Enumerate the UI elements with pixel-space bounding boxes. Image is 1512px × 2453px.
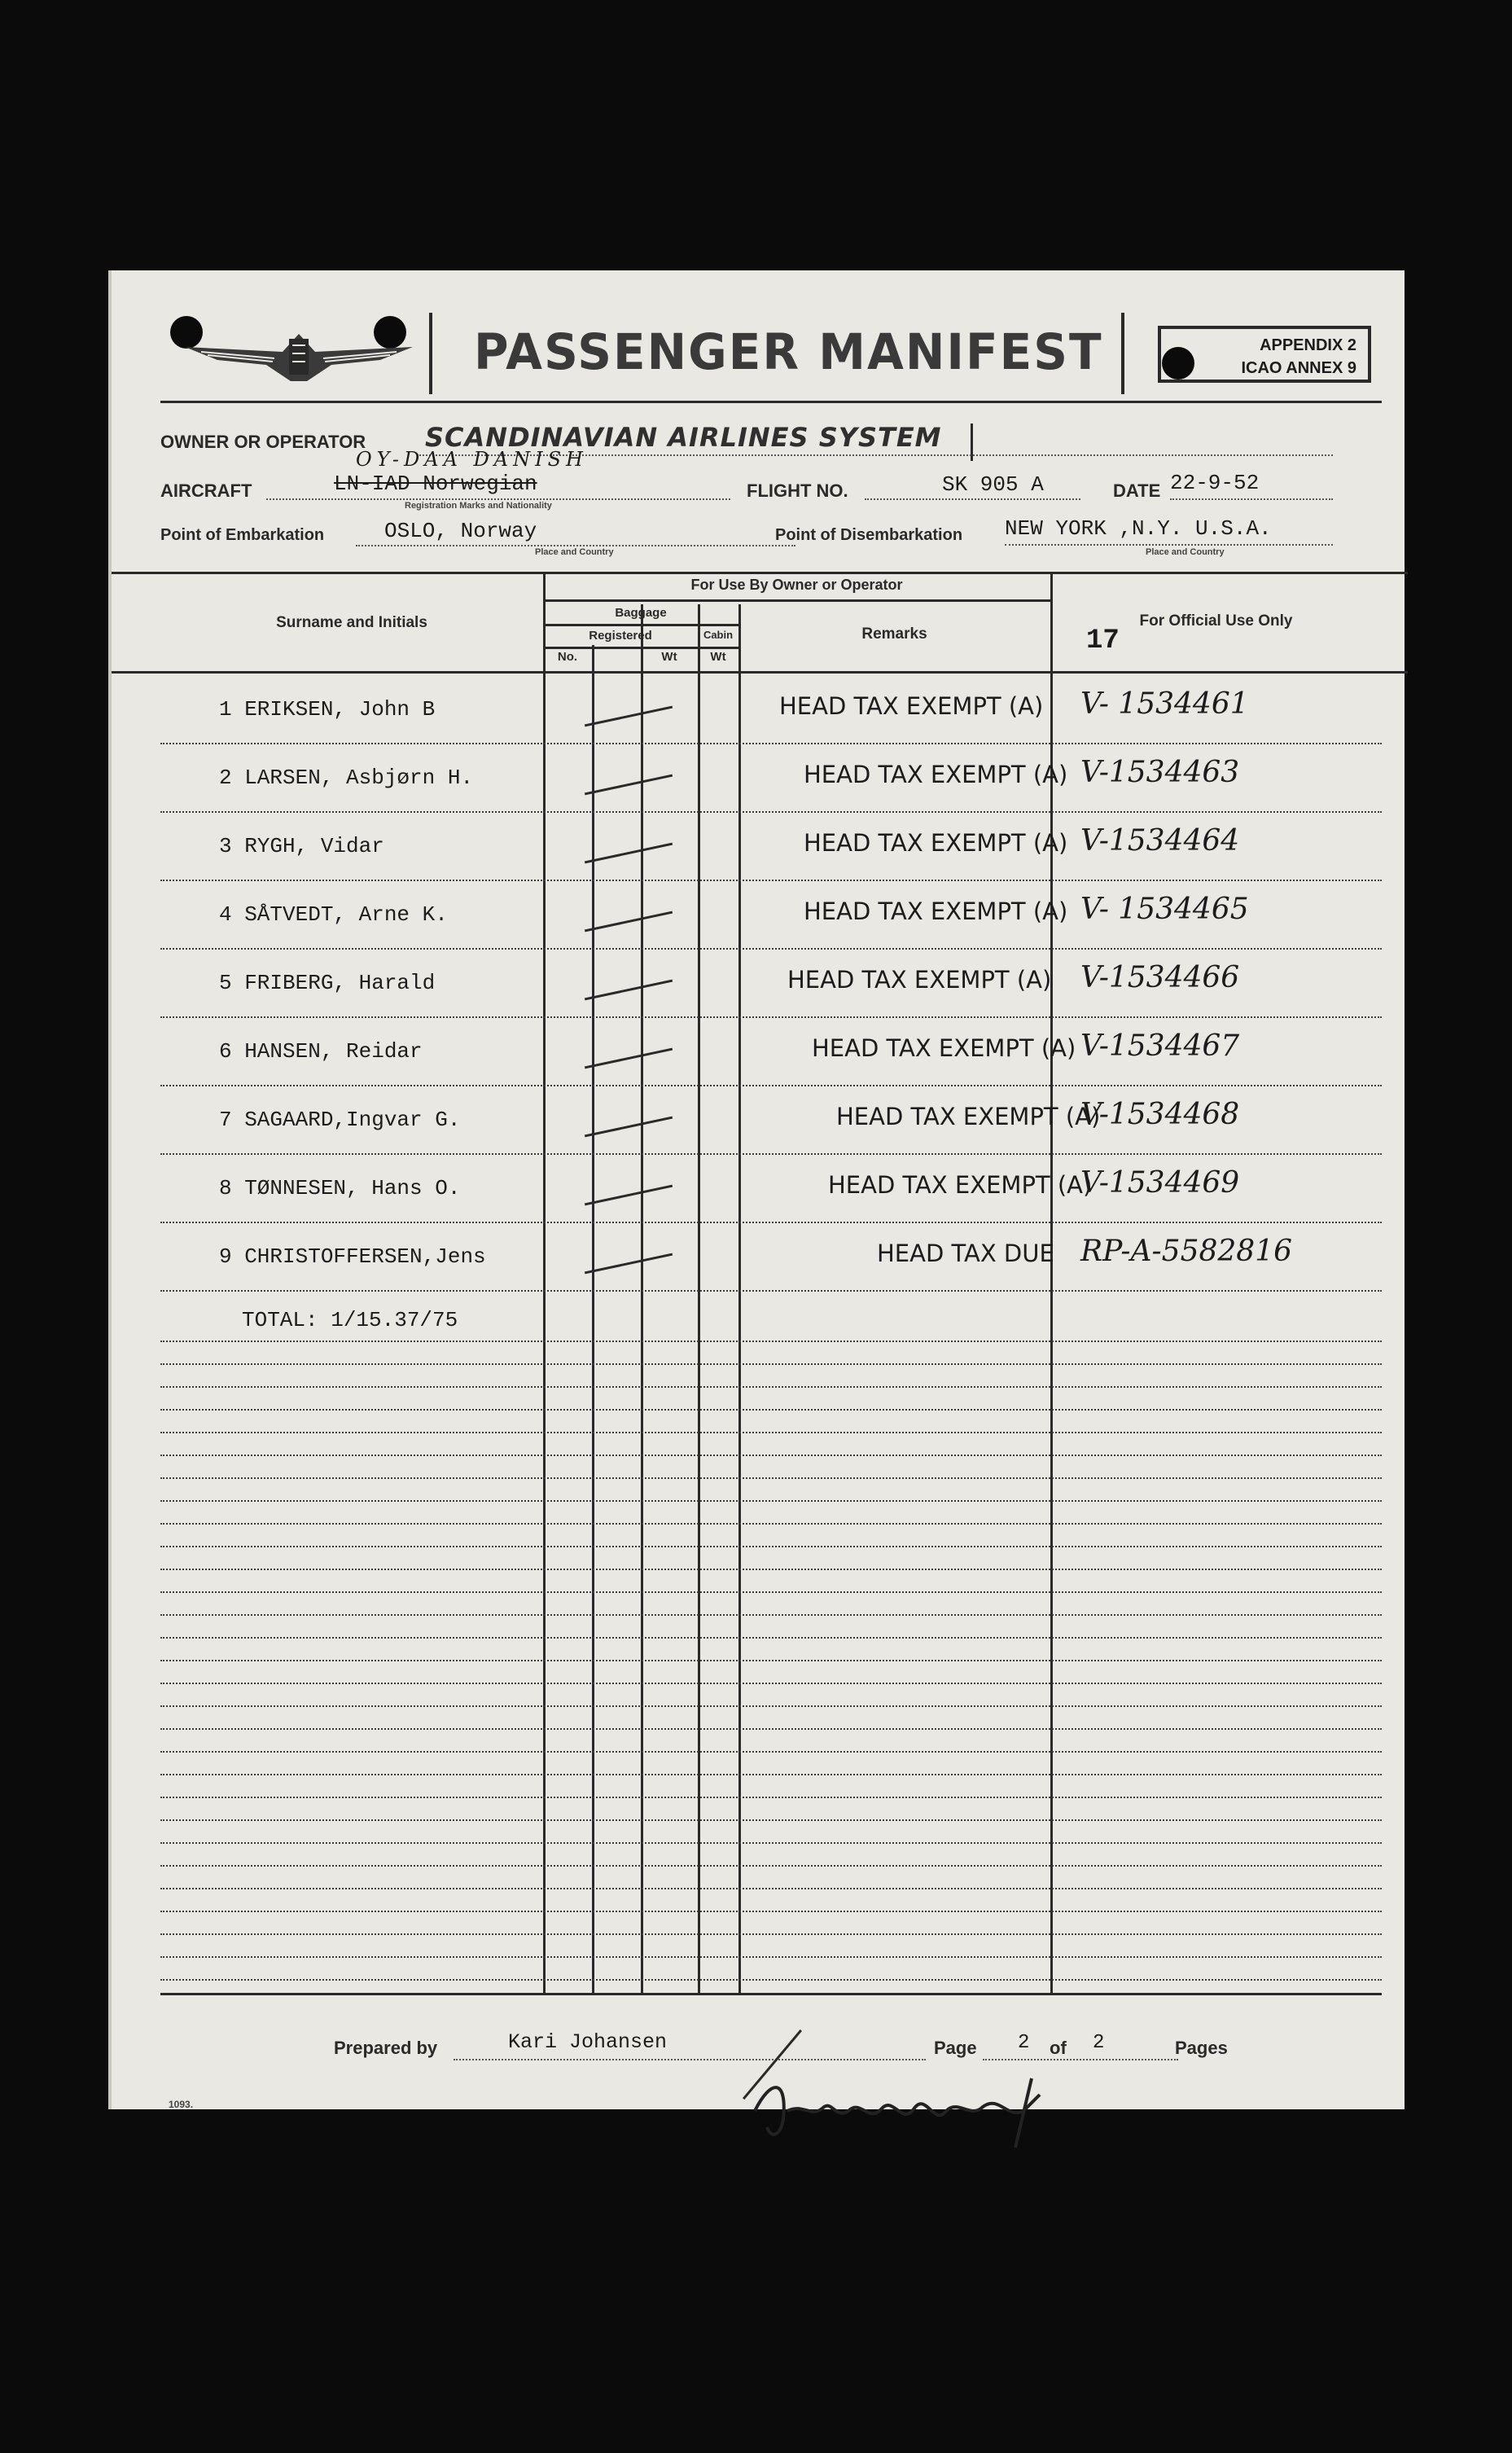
header-surname: Surname and Initials (276, 614, 427, 631)
baggage-rule (543, 624, 738, 626)
row-rule (160, 1911, 1382, 1912)
row-rule (160, 743, 1382, 744)
row-rule (160, 1523, 1382, 1525)
prepared-label: Prepared by (334, 2038, 438, 2058)
aircraft-dotted-line (266, 498, 730, 500)
registered-rule (543, 647, 738, 649)
pages-label: Pages (1175, 2038, 1228, 2058)
row-rule (160, 1819, 1382, 1821)
baggage-check-mark (585, 706, 673, 727)
row-rule (160, 1979, 1382, 1981)
row-rule (160, 1933, 1382, 1935)
passenger-remark: HEAD TAX EXEMPT (A) (828, 1171, 1093, 1199)
embark-value: OSLO, Norway (384, 519, 537, 543)
passenger-name: 1 ERIKSEN, John B (219, 697, 436, 722)
form-number: 1093. (169, 2099, 194, 2110)
header-no: No. (557, 650, 578, 664)
signature-handwritten (738, 2062, 1080, 2152)
date-value: 22-9-52 (1170, 471, 1260, 495)
row-rule (160, 1751, 1382, 1753)
disembark-label: Point of Disembarkation (775, 526, 963, 544)
passenger-name: 7 SAGAARD,Ingvar G. (219, 1108, 461, 1132)
row-rule (160, 1797, 1382, 1798)
header-baggage: Baggage (615, 606, 667, 620)
passenger-visa-number: V-1534469 (1080, 1166, 1240, 1200)
footer (112, 2005, 1408, 2110)
owner-use-rule (543, 599, 1050, 602)
footer-top-rule (160, 1993, 1382, 1995)
passenger-visa-number: V- 1534461 (1080, 687, 1249, 721)
passenger-name: 3 RYGH, Vidar (219, 834, 384, 858)
row-rule (160, 1705, 1382, 1707)
header-official: For Official Use Only (1139, 612, 1293, 630)
appendix-line1: APPENDIX 2 (1260, 336, 1356, 354)
row-rule (160, 1956, 1382, 1958)
baggage-check-mark (585, 775, 673, 796)
prepared-dotted-line (454, 2059, 926, 2060)
header-cabin: Cabin (703, 629, 734, 641)
page-value: 2 (1018, 2032, 1030, 2054)
row-rule (160, 1774, 1382, 1775)
baggage-check-mark (585, 1048, 673, 1069)
passenger-name: 4 SÅTVEDT, Arne K. (219, 902, 448, 927)
of-value: 2 (1093, 2032, 1105, 2054)
owner-label: OWNER OR OPERATOR (160, 432, 366, 452)
passenger-remark: HEAD TAX EXEMPT (A) (804, 897, 1068, 925)
row-rule (160, 1290, 1382, 1292)
disembark-value: NEW YORK ,N.Y. U.S.A. (1005, 516, 1272, 541)
baggage-check-mark (585, 1117, 673, 1138)
header-registered: Registered (589, 629, 652, 643)
passenger-name: 9 CHRISTOFFERSEN,Jens (219, 1244, 486, 1269)
airline-wings-logo-icon (169, 327, 429, 388)
row-rule (160, 1865, 1382, 1867)
passenger-visa-number: V-1534467 (1080, 1029, 1240, 1063)
of-label: of (1050, 2038, 1067, 2058)
row-rule (160, 1477, 1382, 1479)
passenger-remark: HEAD TAX EXEMPT (A) (836, 1103, 1101, 1130)
aircraft-value: LN-IAD Norwegian (334, 472, 537, 496)
row-rule (160, 1386, 1382, 1388)
row-rule (160, 1432, 1382, 1433)
row-rule (160, 1222, 1382, 1223)
row-rule (160, 1842, 1382, 1844)
table-header-rule (112, 671, 1408, 674)
passenger-visa-number: V- 1534465 (1080, 893, 1249, 926)
row-rule (160, 880, 1382, 881)
official-number: 17 (1086, 625, 1120, 656)
date-dotted-line (1170, 498, 1333, 500)
appendix-line2: ICAO ANNEX 9 (1241, 359, 1356, 377)
embark-label: Point of Embarkation (160, 526, 325, 544)
row-rule (160, 948, 1382, 950)
flight-value: SK 905 A (942, 472, 1044, 497)
total-line: TOTAL: 1/15.37/75 (242, 1308, 458, 1332)
prepared-value: Kari Johansen (508, 2030, 668, 2054)
row-rule (160, 1569, 1382, 1570)
punch-hole-right (1162, 347, 1194, 380)
table-top-rule (112, 572, 1408, 574)
passenger-visa-number: V-1534466 (1080, 961, 1240, 994)
row-rule (160, 1660, 1382, 1661)
page-label: Page (934, 2038, 977, 2058)
header-cabin-wt: Wt (710, 650, 726, 664)
row-rule (160, 1455, 1382, 1456)
baggage-check-mark (585, 911, 673, 932)
row-rule (160, 1500, 1382, 1502)
passenger-remark: HEAD TAX EXEMPT (A) (779, 692, 1044, 720)
document-title: PASSENGER MANIFEST (474, 323, 1103, 381)
col-rule-registered-no (592, 645, 594, 1993)
date-label: DATE (1113, 481, 1161, 501)
flight-label: FLIGHT NO. (747, 481, 848, 501)
passenger-table (160, 572, 1382, 1993)
passenger-visa-number: V-1534468 (1080, 1098, 1240, 1131)
disembark-dotted-line (1005, 544, 1333, 546)
row-rule (160, 1085, 1382, 1086)
embark-dotted-line (356, 545, 795, 546)
row-rule (160, 811, 1382, 813)
row-rule (160, 1341, 1382, 1342)
passenger-name: 8 TØNNESEN, Hans O. (219, 1176, 461, 1200)
row-rule (160, 1637, 1382, 1639)
aircraft-handwritten: OY-DAA DANISH (356, 448, 588, 471)
baggage-check-mark (585, 980, 673, 1001)
row-rule (160, 1591, 1382, 1593)
row-rule (160, 1614, 1382, 1616)
row-rule (160, 1888, 1382, 1889)
page-dotted-line (983, 2059, 1178, 2060)
baggage-check-mark (585, 843, 673, 864)
passenger-remark: HEAD TAX EXEMPT (A) (804, 761, 1068, 788)
header-wt: Wt (661, 650, 677, 664)
baggage-check-mark (585, 1253, 673, 1275)
embark-caption: Place and Country (535, 547, 614, 557)
owner-value: SCANDINAVIAN AIRLINES SYSTEM (425, 422, 942, 453)
col-rule-owner-start (543, 572, 546, 1993)
header-divider-left (429, 313, 432, 394)
row-rule (160, 1153, 1382, 1155)
passenger-visa-number: RP-A-5582816 (1080, 1235, 1293, 1268)
row-rule (160, 1546, 1382, 1547)
row-rule (160, 1016, 1382, 1018)
disembark-caption: Place and Country (1146, 547, 1225, 557)
passenger-visa-number: V-1534464 (1080, 824, 1240, 858)
manifest-sheet (108, 270, 1405, 2109)
header-owner-use: For Use By Owner or Operator (690, 577, 903, 593)
header-band (112, 313, 1408, 394)
flight-dotted-line (865, 498, 1080, 500)
passenger-name: 2 LARSEN, Asbjørn H. (219, 766, 474, 790)
passenger-name: 5 FRIBERG, Harald (219, 971, 436, 995)
passenger-visa-number: V-1534463 (1080, 756, 1240, 789)
aircraft-caption: Registration Marks and Nationality (405, 501, 552, 511)
passenger-remark: HEAD TAX DUE (877, 1240, 1054, 1267)
passenger-remark: HEAD TAX EXEMPT (A) (812, 1034, 1076, 1062)
passenger-name: 6 HANSEN, Reidar (219, 1039, 423, 1064)
row-rule (160, 1363, 1382, 1365)
aircraft-label: AIRCRAFT (160, 481, 252, 501)
row-rule (160, 1683, 1382, 1684)
header-bottom-rule (160, 401, 1382, 403)
header-remarks: Remarks (861, 625, 927, 643)
header-divider-right (1121, 313, 1124, 394)
passenger-remark: HEAD TAX EXEMPT (A) (787, 966, 1052, 994)
passenger-remark: HEAD TAX EXEMPT (A) (804, 829, 1068, 857)
row-rule (160, 1409, 1382, 1411)
baggage-check-mark (585, 1185, 673, 1206)
row-rule (160, 1728, 1382, 1730)
